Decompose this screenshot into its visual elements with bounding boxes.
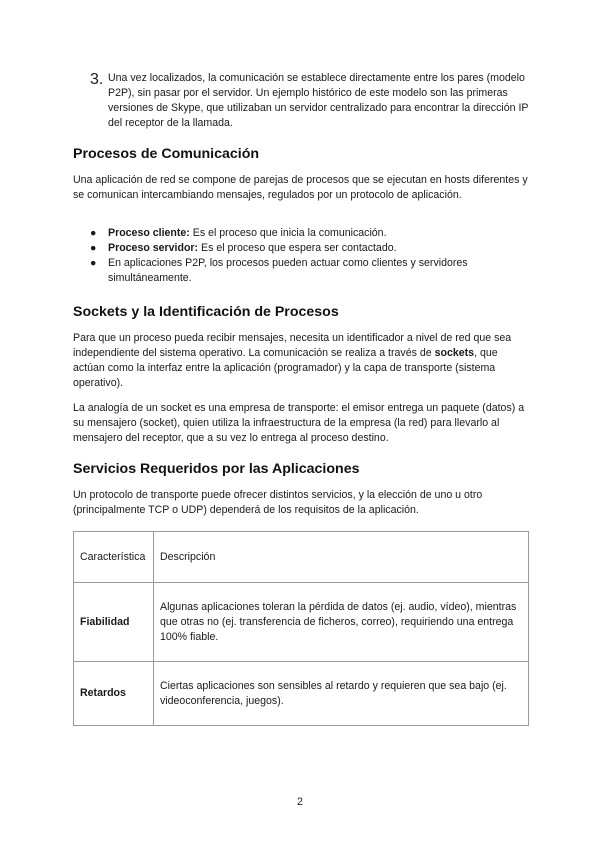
paragraph-text: Para que un proceso pueda recibir mensajes, necesita un identificador a nivel de red que sea independiente del sistema operativo. La comunicación se realiza a través de — [73, 332, 512, 359]
table-cell-description: Ciertas aplicaciones son sensibles al retardo y requieren que sea bajo (ej. videoconferencia, juegos). — [154, 662, 529, 726]
paragraph-text: , que actúan como la interfaz entre la aplicación (programador) y la capa de transporte (sistema operativo). — [73, 347, 498, 389]
list-number: 3. — [90, 71, 104, 88]
paragraph-sockets-2: La analogía de un socket es una empresa de transporte: el emisor entrega un paquete (datos) a su mensajero (socket), quien utiliza la infraestructura de la empresa (la red) para llevarlo al mensajero del receptor, que a su vez lo entrega al proceso destino. — [73, 402, 525, 444]
page-number: 2 — [297, 796, 303, 808]
paragraph-servicios: Un protocolo de transporte puede ofrecer distintos servicios, y la elección de uno u otro (principalmente TCP o UDP) dependerá de los requisitos de la aplicación. — [73, 489, 483, 516]
heading-servicios: Servicios Requeridos por las Aplicaciones — [73, 461, 360, 477]
heading-sockets: Sockets y la Identificación de Procesos — [73, 304, 339, 320]
table-cell-feature: Fiabilidad — [74, 583, 154, 662]
bullet-term: Proceso servidor: — [108, 242, 199, 254]
table-row — [74, 662, 529, 726]
paragraph-procesos: Una aplicación de red se compone de parejas de procesos que se ejecutan en hosts diferentes y se comunican intercambiando mensajes, regulados por un protocolo de aplicación. — [73, 174, 528, 201]
bullet-text: En aplicaciones P2P, los procesos pueden actuar como clientes y servidores simultáneamente. — [108, 257, 468, 284]
bullet-list-procesos — [73, 226, 529, 286]
table-header-cell: Descripción — [154, 532, 529, 583]
table-cell-feature: Retardos — [74, 662, 154, 726]
services-table — [73, 531, 529, 726]
list-item-text: Una vez localizados, la comunicación se establece directamente entre los pares (modelo P2P), sin pasar por el servidor. Un ejemplo histórico de este modelo son las primeras versiones de Skype, que utilizaban un servidor centralizado para encontrar la dirección IP del receptor de la llamada. — [108, 72, 529, 129]
bullet-icon: ● — [90, 242, 97, 254]
bullet-icon: ● — [90, 227, 97, 239]
bullet-text: Es el proceso que espera ser contactado. — [198, 242, 397, 254]
heading-procesos: Procesos de Comunicación — [73, 146, 260, 162]
paragraph-sockets-1 — [73, 331, 529, 391]
bullet-icon: ● — [90, 257, 97, 269]
bullet-text: Es el proceso que inicia la comunicación. — [189, 227, 387, 239]
bullet-item — [73, 241, 529, 256]
bullet-term: Proceso cliente: — [108, 227, 190, 239]
table-header-row — [74, 532, 529, 583]
numbered-list-item — [90, 71, 530, 131]
bullet-item — [73, 256, 529, 286]
paragraph-bold-term: sockets — [434, 347, 475, 359]
table-row — [74, 583, 529, 662]
bullet-item — [73, 226, 529, 241]
table-header-cell: Característica — [74, 532, 154, 583]
table-cell-description: Algunas aplicaciones toleran la pérdida de datos (ej. audio, vídeo), mientras que otras no (ej. transferencia de ficheros, correo), requiriendo una entrega 100% fiable. — [154, 583, 529, 662]
